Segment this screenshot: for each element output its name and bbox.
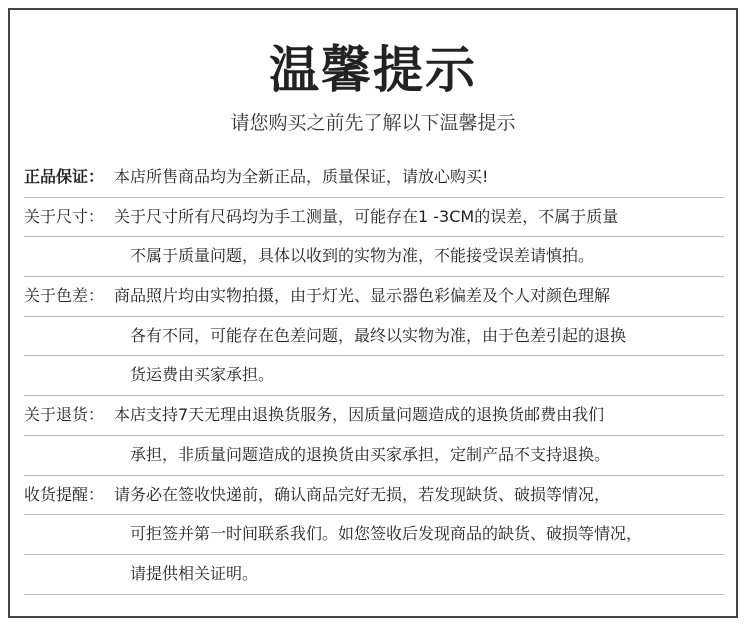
notice-row	[24, 555, 724, 595]
row-text: 可拒签并第一时间联系我们。如您签收后发现商品的缺货、破损等情况，	[130, 524, 643, 544]
notice-row	[24, 277, 724, 317]
row-text: 承担，非质量问题造成的退换货由买家承担，定制产品不支持退换。	[130, 444, 611, 464]
notice-row	[24, 436, 724, 476]
row-text: 本店所售商品均为全新正品，质量保证，请放心购买!	[114, 167, 489, 186]
notice-row	[24, 515, 724, 555]
row-text: 商品照片均由实物拍摄，由于灯光、显示器色彩偏差及个人对颜色理解	[114, 286, 611, 306]
notice-row	[24, 317, 724, 357]
page-subtitle: 请您购买之前先了解以下温馨提示	[230, 112, 516, 134]
row-label: 关于退货：	[24, 405, 105, 425]
notice-row	[24, 356, 724, 396]
row-label: 关于色差：	[24, 286, 105, 306]
notice-row	[24, 237, 724, 277]
notice-row	[24, 158, 724, 198]
row-label: 收货提醒：	[24, 484, 105, 504]
notice-row	[24, 476, 724, 516]
row-text: 不属于质量问题，具体以收到的实物为准，不能接受误差请慎拍。	[130, 246, 595, 266]
notice-row	[24, 198, 724, 238]
page-title: 温馨提示	[269, 41, 477, 99]
row-text: 各有不同，可能存在色差问题，最终以实物为准，由于色差引起的退换	[130, 325, 627, 345]
row-text: 请提供相关证明。	[130, 563, 259, 583]
row-text: 关于尺寸所有尺码均为手工测量，可能存在1 -3CM的误差，不属于质量	[114, 206, 619, 226]
row-label: 关于尺寸：	[24, 206, 105, 226]
notice-frame	[8, 8, 738, 618]
notice-list	[24, 158, 724, 595]
row-text: 请务必在签收快递前，确认商品完好无损，若发现缺货、破损等情况，	[114, 484, 611, 504]
row-label: 正品保证：	[24, 167, 105, 186]
row-text: 货运费由买家承担。	[130, 365, 275, 385]
notice-row	[24, 396, 724, 436]
row-text: 本店支持7天无理由退换货服务，因质量问题造成的退换货邮费由我们	[114, 405, 605, 425]
